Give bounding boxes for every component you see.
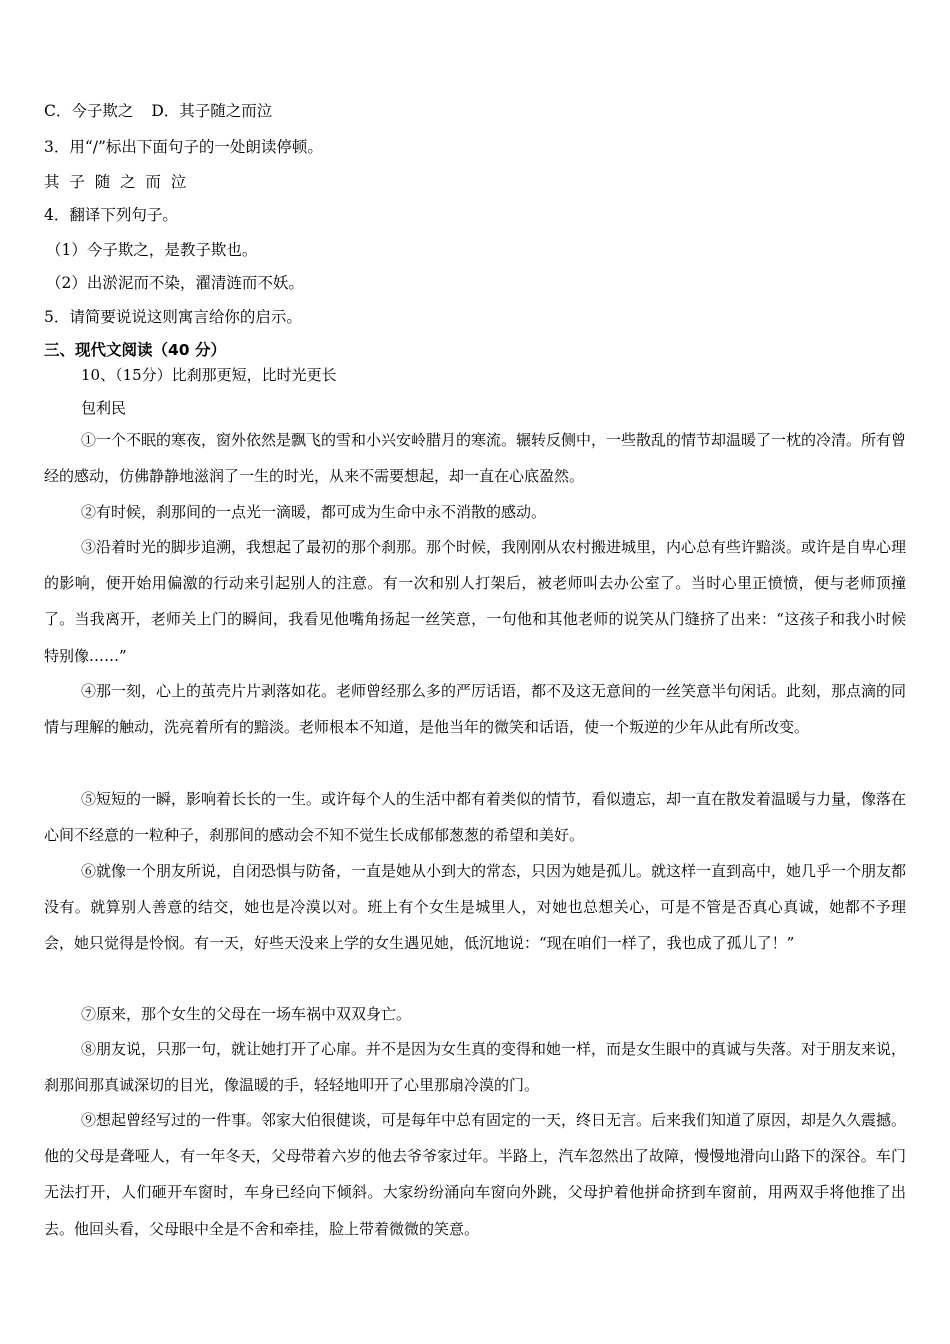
paragraph-5: ⑤短短的一瞬，影响着长长的一生。或许每个人的生活中都有着类似的情节，看似遗忘，却一直在散发着温暖与力量，像落在心间不经意的一粒种子，刹那间的感动会不知不觉生长成郁郁葱葱的希望和美好。 <box>44 790 907 845</box>
paragraph-8: ⑧朋友说，只那一句，就让她打开了心扉。并不是因为女生真的变得和她一样，而是女生眼中的真诚与失落。对于朋友来说，刹那间那真诚深切的目光，像温暖的手，轻轻地叩开了心里那扇冷漠的门。 <box>44 1040 907 1095</box>
question-4-1: （1）今子欺之，是教子欺也。 <box>46 241 258 259</box>
option-c: C．今子欺之 <box>44 102 134 120</box>
option-d: D．其子随之而泣 <box>151 102 273 120</box>
paragraph-7: ⑦原来，那个女生的父母在一场车祸中双双身亡。 <box>81 1005 412 1023</box>
paragraph-3: ③沿着时光的脚步追溯，我想起了最初的那个刹那。那个时候，我刚刚从农村搬进城里，内心总有些许黯淡。或许是自卑心理的影响，便开始用偏激的行动来引起别人的注意。有一次和别人打架后，被老师叫去办公室了。当时心里正愤愤，便与老师顶撞了。当我离开，老师关上门的瞬间，我看见他嘴角扬起一丝笑意，一句他和其他老师的说笑从门缝挤了出来：“这孩子和我小时候特别像……” <box>44 538 907 665</box>
reading-item-title: 10、（15分）比刹那更短，比时光更长 <box>81 366 337 384</box>
section-title: 三、现代文阅读（40 分） <box>44 341 226 359</box>
reading-author: 包利民 <box>81 399 127 417</box>
question-4-2: （2）出淤泥而不染，濯清涟而不妖。 <box>46 274 304 292</box>
paragraph-2: ②有时候，刹那间的一点光一滴暖，都可成为生命中永不消散的感动。 <box>81 503 547 521</box>
question-4: 4．翻译下列句子。 <box>44 206 178 224</box>
paragraph-4: ④那一刻，心上的茧壳片片剥落如花。老师曾经那么多的严厉话语，都不及这无意间的一丝笑意半句闲话。此刻，那点滴的同情与理解的触动，洗亮着所有的黯淡。老师根本不知道，是他当年的微笑和话语，使一个叛逆的少年从此有所改变。 <box>44 682 907 737</box>
options-line <box>44 101 910 121</box>
paragraph-6: ⑥就像一个朋友所说，自闭恐惧与防备，一直是她从小到大的常态，只因为她是孤儿。就这样一直到高中，她几乎一个朋友都没有。就算别人善意的结交，她也是冷漠以对。班上有个女生是城里人，对她也总想关心，可是不管是否真心真诚，她都不予理会，她只觉得是怜悯。有一天，好些天没来上学的女生遇见她，低沉地说：“现在咱们一样了，我也成了孤儿了！” <box>44 862 907 953</box>
paragraph-9: ⑨想起曾经写过的一件事。邻家大伯很健谈，可是每年中总有固定的一天，终日无言。后来我们知道了原因，却是久久震撼。他的父母是聋哑人，有一年冬天，父母带着六岁的他去爷爷家过年。半路上，汽车忽然出了故障，慢慢地滑向山路下的深谷。车门无法打开，人们砸开车窗时，车身已经向下倾斜。大家纷纷涌向车窗向外跳，父母护着他拼命挤到车窗前，用两双手将他推了出去。他回头看，父母眼中全是不舍和牵挂，脸上带着微微的笑意。 <box>44 1111 907 1238</box>
paragraph-1: ①一个不眠的寒夜，窗外依然是飘飞的雪和小兴安岭腊月的寒流。辗转反侧中，一些散乱的情节却温暖了一枕的冷清。所有曾经的感动，仿佛静静地滋润了一生的时光，从来不需要想起，却一直在心底盈然。 <box>44 431 907 486</box>
question-5: 5．请简要说说这则寓言给你的启示。 <box>44 308 302 326</box>
question-3-sentence: 其 子 随 之 而 泣 <box>44 173 187 191</box>
question-3: 3．用“/”标出下面句子的一处朗读停顿。 <box>44 138 323 156</box>
